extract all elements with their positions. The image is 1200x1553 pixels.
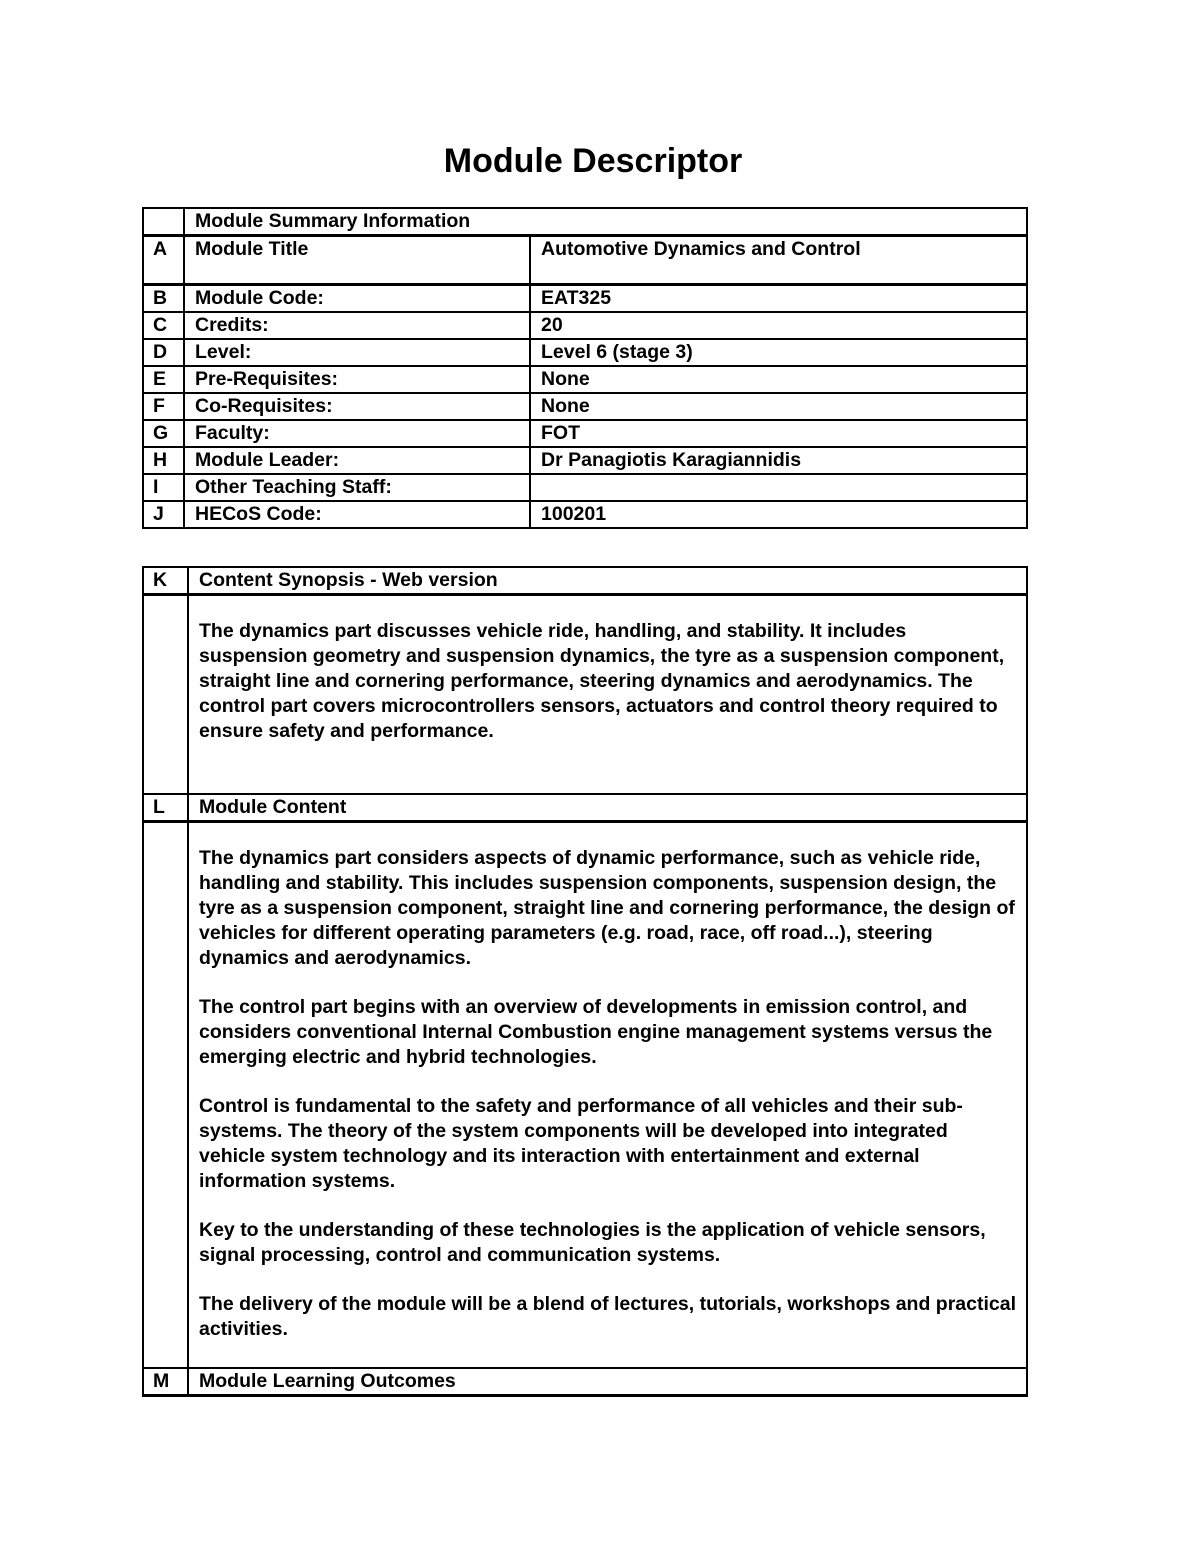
row-label: Other Teaching Staff: <box>184 474 530 501</box>
row-letter: I <box>143 474 184 501</box>
row-label: Credits: <box>184 312 530 339</box>
row-letter: F <box>143 393 184 420</box>
row-letter: J <box>143 501 184 528</box>
synopsis-letter-spacer <box>143 595 188 795</box>
content-paragraph: The control part begins with an overview of developments in emission control, and considers conventional Internal Combustion engine management systems versus the emerging electric and hybrid technologies. <box>199 996 993 1068</box>
row-letter: D <box>143 339 184 366</box>
summary-row-g <box>143 420 1027 447</box>
synopsis-paragraph: The dynamics part discusses vehicle ride, handling, and stability. It includes suspension geometry and suspension dynamics, the tyre as a suspension component, straight line and cornering performance, steering dynamics and aerodynamics. The control part covers microcontrollers sensors, actuators and control theory required to ensure safety and performance. <box>199 620 1005 742</box>
row-value: 100201 <box>530 501 1027 528</box>
row-letter: M <box>143 1368 188 1396</box>
row-letter: B <box>143 285 184 313</box>
row-value: Dr Panagiotis Karagiannidis <box>530 447 1027 474</box>
row-letter: E <box>143 366 184 393</box>
module-content-body <box>188 822 1027 1369</box>
module-summary-table <box>142 207 1028 529</box>
row-label: Faculty: <box>184 420 530 447</box>
row-value: None <box>530 366 1027 393</box>
content-paragraph: The delivery of the module will be a blend of lectures, tutorials, workshops and practical activities. <box>199 1293 1017 1340</box>
module-content-heading-row <box>143 794 1027 822</box>
content-paragraph: Key to the understanding of these technologies is the application of vehicle sensors, signal processing, control and communication systems. <box>199 1219 986 1266</box>
learning-outcomes-heading: Module Learning Outcomes <box>188 1368 1027 1396</box>
summary-row-d <box>143 339 1027 366</box>
module-content-letter-spacer <box>143 822 188 1369</box>
module-content-table <box>142 566 1028 1397</box>
row-letter: K <box>143 567 188 595</box>
summary-row-f <box>143 393 1027 420</box>
learning-outcomes-heading-row <box>143 1368 1027 1396</box>
row-label: Module Code: <box>184 285 530 313</box>
summary-row-b <box>143 285 1027 313</box>
row-value: None <box>530 393 1027 420</box>
row-letter: C <box>143 312 184 339</box>
summary-row-c <box>143 312 1027 339</box>
summary-row-j <box>143 501 1027 528</box>
synopsis-heading: Content Synopsis - Web version <box>188 567 1027 595</box>
row-label: HECoS Code: <box>184 501 530 528</box>
content-paragraph: The dynamics part considers aspects of dynamic performance, such as vehicle ride, handling and stability. This includes suspension components, suspension design, the tyre as a suspension component, straight line and cornering performance, the design of vehicles for different operating parameters (e.g. road, race, off road...), steering dynamics and aerodynamics. <box>199 847 1015 969</box>
synopsis-body <box>188 595 1027 795</box>
summary-heading: Module Summary Information <box>184 208 1027 236</box>
document-title: Module Descriptor <box>443 142 743 180</box>
summary-row-a <box>143 236 1027 285</box>
row-letter: A <box>143 236 184 285</box>
row-value: Level 6 (stage 3) <box>530 339 1027 366</box>
row-label: Module Leader: <box>184 447 530 474</box>
row-value: 20 <box>530 312 1027 339</box>
synopsis-heading-row <box>143 567 1027 595</box>
synopsis-body-row <box>143 595 1027 795</box>
row-label: Co-Requisites: <box>184 393 530 420</box>
summary-heading-row <box>143 208 1027 236</box>
row-label: Level: <box>184 339 530 366</box>
summary-row-h <box>143 447 1027 474</box>
module-content-body-row <box>143 822 1027 1369</box>
row-letter: H <box>143 447 184 474</box>
module-content-heading: Module Content <box>188 794 1027 822</box>
row-value: Automotive Dynamics and Control <box>530 236 1027 285</box>
row-letter: L <box>143 794 188 822</box>
summary-row-e <box>143 366 1027 393</box>
summary-row-i <box>143 474 1027 501</box>
row-value: EAT325 <box>530 285 1027 313</box>
row-label: Module Title <box>184 236 530 285</box>
content-paragraph: Control is fundamental to the safety and performance of all vehicles and their sub-systems. The theory of the system components will be developed into integrated vehicle system technology and its interaction with entertainment and external information systems. <box>199 1095 963 1192</box>
row-value <box>530 474 1027 501</box>
summary-heading-letter-cell <box>143 208 184 236</box>
row-label: Pre-Requisites: <box>184 366 530 393</box>
row-value: FOT <box>530 420 1027 447</box>
row-letter: G <box>143 420 184 447</box>
